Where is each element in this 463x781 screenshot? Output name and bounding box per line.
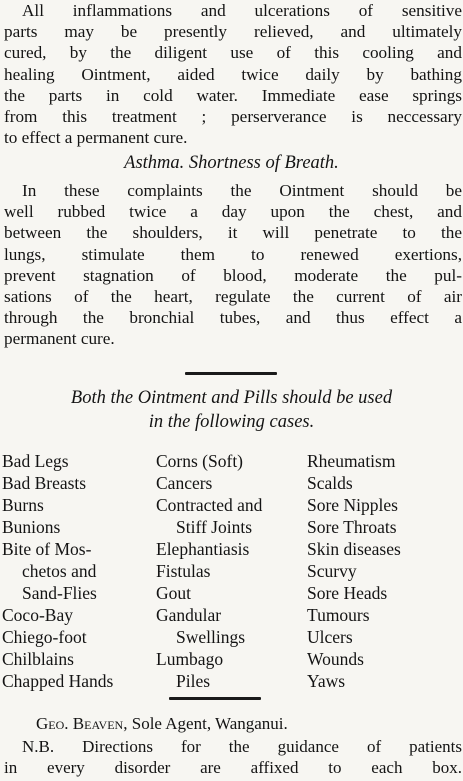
asthma-line: permanent cure.: [4, 329, 115, 349]
case-item: Gandular: [156, 605, 222, 625]
case-item: Ulcers: [307, 627, 353, 647]
asthma-line: prevent stagnation of blood, moderate the pul-: [4, 265, 462, 285]
case-item: Bad Breasts: [2, 473, 87, 493]
case-item: Scurvy: [307, 561, 357, 581]
section-divider: [169, 697, 261, 700]
case-item: Bunions: [2, 517, 61, 537]
intro-line: to effect a permanent cure.: [4, 128, 188, 148]
cases-column-2: [156, 450, 262, 692]
cases-column-1: [2, 450, 113, 692]
case-item: Scalds: [307, 473, 353, 493]
case-item: Wounds: [307, 649, 364, 669]
case-item: Corns (Soft): [156, 451, 244, 471]
case-item: Yaws: [307, 671, 346, 691]
agent-name: Geo. Beaven,: [36, 714, 128, 733]
intro-paragraph: [4, 0, 462, 148]
asthma-line: lungs, stimulate them to renewed exertions,: [4, 244, 462, 264]
case-item: Sore Heads: [307, 583, 388, 603]
case-item: Fistulas: [156, 561, 211, 581]
case-item: Sore Nipples: [307, 495, 398, 515]
case-item: Gout: [156, 583, 191, 603]
nb-line-2: in every disorder are affixed to each box.: [4, 758, 462, 777]
case-item: Chiego-foot: [2, 627, 87, 647]
section-divider: [185, 372, 277, 375]
case-item: Burns: [2, 495, 44, 515]
cases-heading-line2: in the following cases.: [148, 412, 315, 432]
case-item: Chapped Hands: [2, 671, 114, 691]
case-item: Contracted and: [156, 495, 263, 515]
case-item: Tumours: [307, 605, 370, 625]
asthma-line: sations of the heart, regulate the current of air: [4, 287, 462, 307]
case-item: Cancers: [156, 473, 213, 493]
asthma-line: In these complaints the Ointment should be: [22, 181, 462, 200]
intro-line: from this treatment ; perserverance is neccessary: [4, 107, 462, 127]
case-item: Swellings: [176, 627, 246, 647]
asthma-line: through the bronchial tubes, and thus effect a: [4, 308, 462, 328]
agent-title: Sole Agent, Wanganui.: [131, 714, 288, 733]
case-item: Bad Legs: [2, 451, 69, 471]
asthma-paragraph: [4, 180, 462, 350]
intro-line: healing Ointment, aided twice daily by bathing: [4, 64, 462, 84]
intro-line: the parts in cold water. Immediate ease springs: [4, 85, 462, 105]
asthma-heading: Asthma. Shortness of Breath.: [124, 153, 339, 173]
case-item: Stiff Joints: [176, 517, 253, 537]
case-item: Piles: [176, 671, 211, 691]
case-item: Coco-Bay: [2, 605, 73, 625]
case-item: Sore Throats: [307, 517, 397, 537]
case-item: Elephantiasis: [156, 539, 250, 559]
cases-column-3: [307, 450, 401, 692]
intro-line: All inflammations and ulcerations of sensitive: [22, 1, 462, 20]
nb-line-1: N.B. Directions for the guidance of patients: [22, 737, 462, 756]
asthma-line: between the shoulders, it will penetrate to the: [4, 223, 462, 243]
intro-line: parts may be presently relieved, and ultimately: [4, 22, 462, 42]
case-item: Chilblains: [2, 649, 74, 669]
agent-line: [4, 713, 463, 735]
case-item: Sand-Flies: [22, 583, 97, 603]
case-item: Lumbago: [156, 649, 224, 669]
asthma-line: well rubbed twice a day upon the chest, and: [4, 202, 462, 222]
case-item: Bite of Mos-: [2, 539, 92, 559]
intro-line: cured, by the diligent use of this cooling and: [4, 43, 462, 63]
cases-heading-line1: Both the Ointment and Pills should be used: [70, 388, 393, 408]
case-item: Rheumatism: [307, 451, 396, 471]
case-item: chetos and: [22, 561, 97, 581]
case-item: Skin diseases: [307, 539, 401, 559]
